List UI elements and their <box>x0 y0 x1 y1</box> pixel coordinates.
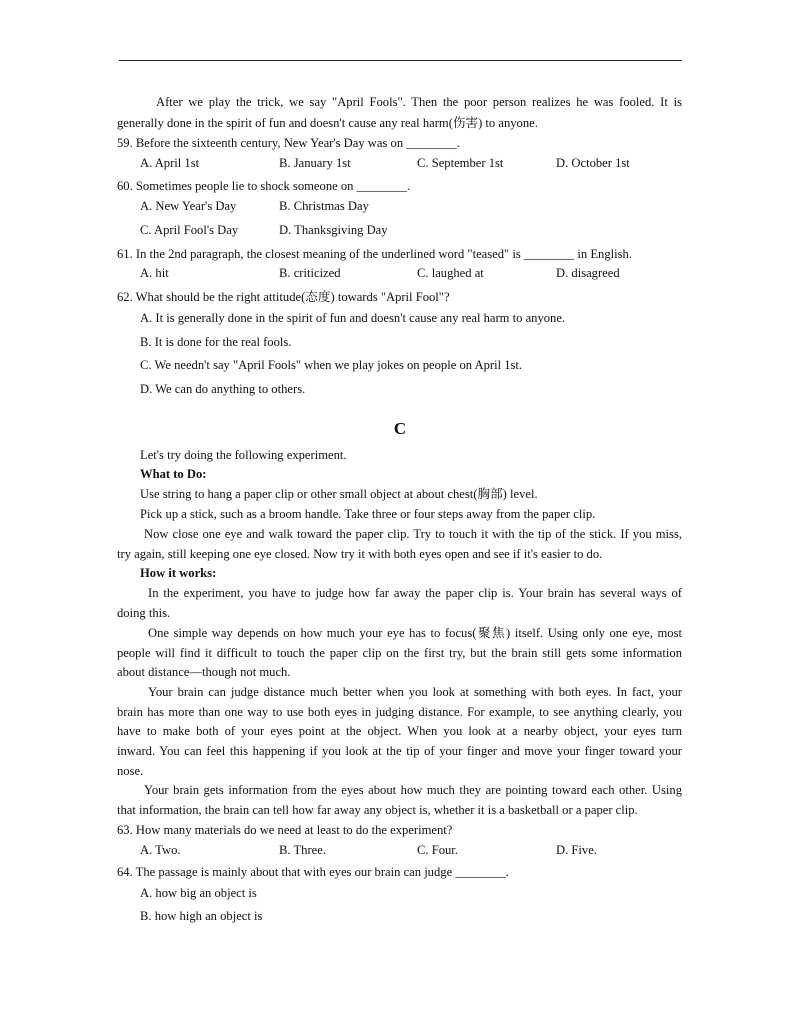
step-text: Now close one eye and walk toward the paper clip. Try to touch it with the tip of the stick. If you miss, <box>144 527 682 541</box>
passage-text: Your brain can judge distance much better when you look at something with both eyes. In fact, your <box>148 685 682 699</box>
passage-text: In the experiment, you have to judge how far away the paper clip is. Your brain has several ways of <box>148 586 682 600</box>
question-60-stem: 60. Sometimes people lie to shock someone on ________. <box>117 179 411 193</box>
passage-text: After we play the trick, we say "April Fools". Then the poor person realizes he was fooled. It is <box>156 95 682 109</box>
passage-text: have to make both of your eyes point at the object. When you look at a nearby object, your eyes turn <box>117 724 682 738</box>
passage-text: nose. <box>117 764 144 778</box>
step-text: try again, still keeping one eye closed. Now try it with both eyes open and see if it's easier to do. <box>117 547 603 561</box>
question-61-stem: 61. In the 2nd paragraph, the closest meaning of the underlined word "teased" is ________ in English. <box>117 247 632 261</box>
q61-option-b[interactable]: B. criticized <box>279 266 341 280</box>
passage-text: brain has more than one way to use both eyes in judging distance. For example, to see anything clearly, you <box>117 705 682 719</box>
q63-option-b[interactable]: B. Three. <box>279 843 326 857</box>
q60-option-c[interactable]: C. April Fool's Day <box>140 223 239 237</box>
passage-text: Let's try doing the following experiment. <box>140 448 347 462</box>
q64-option-b[interactable]: B. how high an object is <box>140 909 263 923</box>
section-heading: C <box>393 419 407 438</box>
passage-text: about distance—though not much. <box>117 665 291 679</box>
q60-option-a[interactable]: A. New Year's Day <box>140 199 237 213</box>
q62-option-c[interactable]: C. We needn't say "April Fools" when we play jokes on people on April 1st. <box>140 358 523 372</box>
step-text: Pick up a stick, such as a broom handle. Take three or four steps away from the paper clip. <box>140 507 596 521</box>
q59-option-c[interactable]: C. September 1st <box>417 156 504 170</box>
q63-option-d[interactable]: D. Five. <box>556 843 597 857</box>
passage-text: doing this. <box>117 606 171 620</box>
q60-option-b[interactable]: B. Christmas Day <box>279 199 369 213</box>
question-63-stem: 63. How many materials do we need at least to do the experiment? <box>117 823 453 837</box>
q59-option-b[interactable]: B. January 1st <box>279 156 351 170</box>
passage-text: One simple way depends on how much your eye has to focus(聚焦) itself. Using only one eye, most <box>148 626 682 640</box>
q61-option-d[interactable]: D. disagreed <box>556 266 620 280</box>
passage-text: inward. You can feel this happening if you look at the tip of your finger and move your finger toward your <box>117 744 682 758</box>
header-rule <box>119 60 682 61</box>
passage-text: Your brain gets information from the eyes about how much they are pointing toward each other. Using <box>144 783 682 797</box>
q61-option-a[interactable]: A. hit <box>140 266 169 280</box>
how-it-works-label: How it works: <box>140 566 217 580</box>
passage-text: that information, the brain can tell how far away any object is, whether it is a basketball or a paper clip. <box>117 803 638 817</box>
q62-option-d[interactable]: D. We can do anything to others. <box>140 382 306 396</box>
q64-option-a[interactable]: A. how big an object is <box>140 886 257 900</box>
passage-text: generally done in the spirit of fun and doesn't cause any real harm(伤害) to anyone. <box>117 116 538 130</box>
question-62-stem: 62. What should be the right attitude(态度) towards "April Fool"? <box>117 290 450 304</box>
q63-option-a[interactable]: A. Two. <box>140 843 181 857</box>
what-to-do-label: What to Do: <box>140 467 207 481</box>
q62-option-a[interactable]: A. It is generally done in the spirit of fun and doesn't cause any real harm to anyone. <box>140 311 566 325</box>
q59-option-d[interactable]: D. October 1st <box>556 156 630 170</box>
passage-text: people will find it difficult to touch the paper clip on the first try, but the brain still gets some information <box>117 646 682 660</box>
question-59-stem: 59. Before the sixteenth century, New Year's Day was on ________. <box>117 136 460 150</box>
q61-option-c[interactable]: C. laughed at <box>417 266 484 280</box>
q63-option-c[interactable]: C. Four. <box>417 843 458 857</box>
q60-option-d[interactable]: D. Thanksgiving Day <box>279 223 388 237</box>
q59-option-a[interactable]: A. April 1st <box>140 156 200 170</box>
step-text: Use string to hang a paper clip or other small object at about chest(胸部) level. <box>140 487 538 501</box>
question-64-stem: 64. The passage is mainly about that with eyes our brain can judge ________. <box>117 865 509 879</box>
q62-option-b[interactable]: B. It is done for the real fools. <box>140 335 292 349</box>
